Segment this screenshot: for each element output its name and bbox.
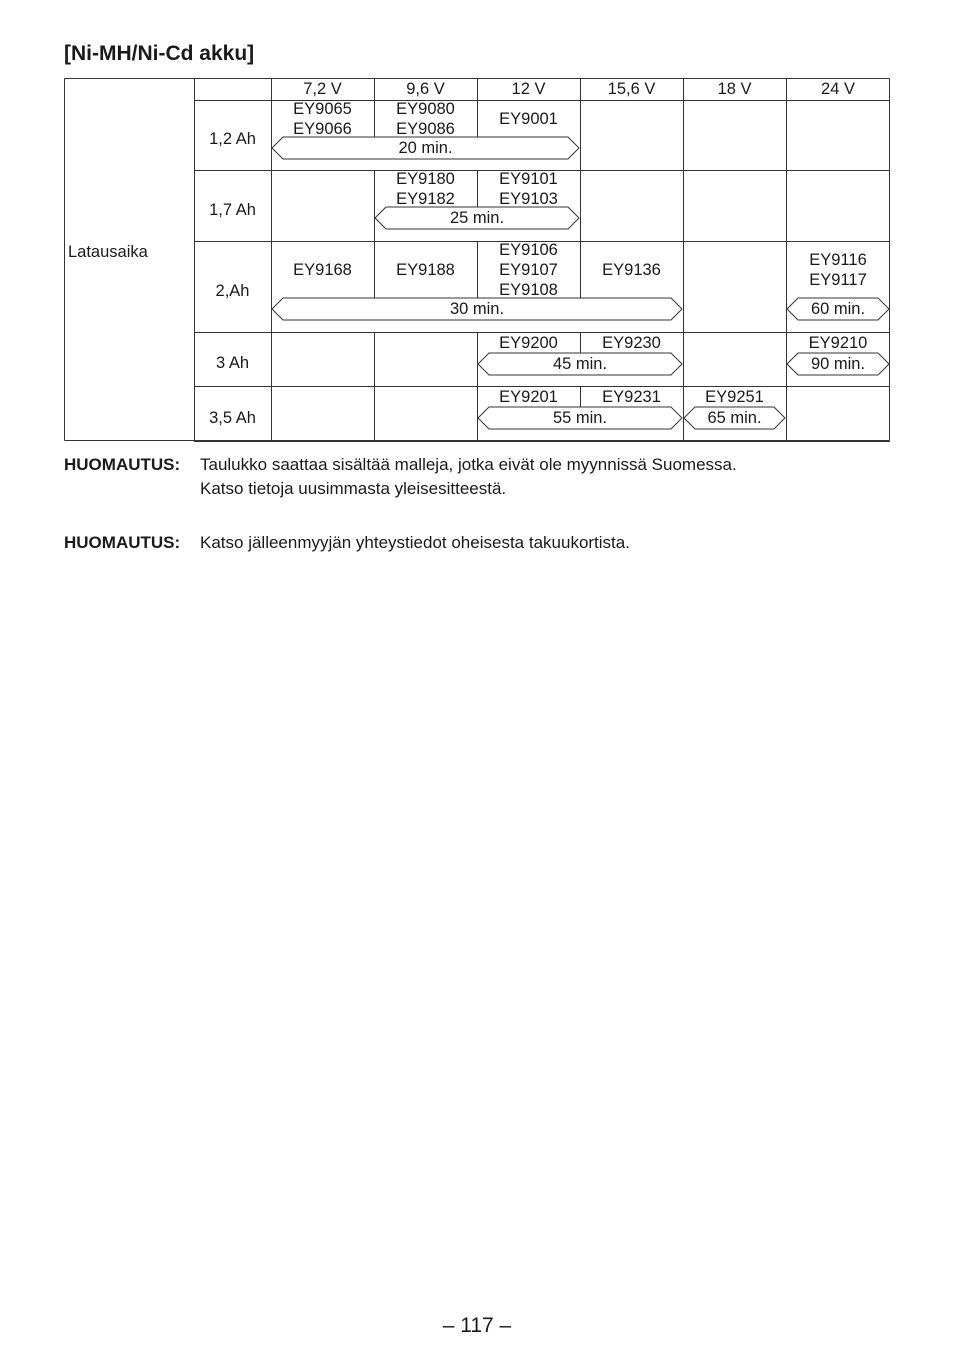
time-label — [786, 299, 890, 319]
model-cell-line: EY9251 — [705, 387, 764, 406]
note-2-line-1: Katso jälleenmyyjän yhteystiedot oheisesta takuukortista. — [200, 533, 630, 552]
capacity-label — [194, 129, 271, 149]
model-cell-line: EY9117 — [809, 270, 867, 289]
model-cell-line: EY9001 — [499, 109, 558, 128]
time-label — [271, 138, 580, 158]
model-cell — [477, 333, 580, 353]
voltage-header-line: 7,2 V — [303, 80, 342, 98]
model-cell — [271, 99, 374, 139]
voltage-header — [580, 79, 683, 99]
model-cell — [477, 387, 580, 407]
model-cell — [683, 387, 786, 407]
voltage-header-line: 9,6 V — [406, 80, 445, 98]
model-cell-line: EY9108 — [499, 280, 558, 299]
model-cell — [477, 169, 580, 209]
capacity-label — [194, 353, 271, 373]
time-label-line: 20 min. — [398, 139, 453, 157]
time-label — [271, 299, 683, 319]
model-cell-line: EY9066 — [293, 119, 352, 138]
model-cell — [374, 99, 477, 139]
capacity-label-line: 3,5 Ah — [209, 408, 256, 427]
model-cell-line: EY9101 — [499, 169, 558, 188]
note-2 — [64, 531, 630, 555]
time-label — [477, 354, 683, 374]
model-cell — [580, 333, 683, 353]
model-cell-line: EY9180 — [396, 169, 455, 188]
voltage-header — [477, 79, 580, 99]
note-2-label: HUOMAUTUS: — [64, 533, 181, 552]
model-cell — [786, 333, 890, 353]
model-cell-line: EY9106 — [499, 240, 558, 259]
time-label — [477, 408, 683, 428]
model-cell — [786, 250, 890, 290]
model-cell — [374, 169, 477, 209]
voltage-header-line: 15,6 V — [607, 80, 656, 98]
time-label-line: 30 min. — [449, 300, 505, 318]
time-label-line: 60 min. — [810, 300, 866, 318]
note-1-label: HUOMAUTUS: — [64, 455, 181, 474]
model-cell — [477, 240, 580, 300]
time-label — [683, 408, 786, 428]
model-cell-line: EY9231 — [602, 387, 661, 406]
voltage-header — [374, 79, 477, 99]
voltage-header — [786, 79, 890, 99]
model-cell-line: EY9168 — [293, 260, 352, 279]
model-cell-line: EY9201 — [499, 387, 558, 406]
model-cell-line: EY9065 — [293, 99, 352, 118]
section-title: [Ni-MH/Ni-Cd akku] — [64, 42, 255, 65]
time-label — [786, 354, 890, 374]
row-header-label: Latausaika — [68, 242, 148, 261]
model-cell-line: EY9116 — [809, 250, 867, 269]
capacity-label-line: 3 Ah — [215, 354, 250, 372]
model-cell-line: EY9136 — [602, 260, 661, 279]
capacity-label-line: 1,7 Ah — [209, 200, 256, 219]
model-cell-line: EY9107 — [499, 260, 558, 279]
model-cell — [271, 260, 374, 280]
model-cell — [374, 260, 477, 280]
model-cell-line: EY9182 — [396, 189, 455, 208]
time-label-line: 55 min. — [552, 409, 608, 427]
capacity-label-line: 2,Ah — [215, 281, 250, 300]
charging-time-table — [64, 78, 890, 441]
model-cell-line: EY9188 — [396, 260, 455, 279]
model-cell-line: EY9103 — [499, 189, 558, 208]
model-cell — [580, 387, 683, 407]
model-cell-line: EY9086 — [396, 119, 455, 138]
capacity-label — [194, 200, 271, 220]
voltage-header-line: 18 V — [717, 80, 752, 98]
note-1 — [64, 453, 737, 498]
voltage-header-line: 12 V — [511, 80, 546, 98]
time-label-line: 65 min. — [707, 409, 762, 427]
voltage-header — [271, 79, 374, 99]
note-1-line-2: Katso tietoja uusimmasta yleisesitteestä. — [200, 479, 507, 498]
time-label — [374, 208, 580, 228]
capacity-label — [194, 408, 271, 428]
time-label-line: 25 min. — [449, 209, 505, 227]
model-cell-line: EY9210 — [808, 333, 868, 352]
model-cell-line: EY9080 — [396, 99, 455, 118]
model-cell-line: EY9230 — [602, 333, 661, 352]
time-label-line: 45 min. — [552, 355, 608, 373]
voltage-header-line: 24 V — [821, 80, 855, 98]
model-cell — [580, 260, 683, 280]
time-label-line: 90 min. — [810, 355, 866, 373]
model-cell-line: EY9200 — [499, 333, 558, 352]
page-number: – 117 – — [442, 1314, 512, 1337]
capacity-label-line: 1,2 Ah — [209, 130, 256, 148]
voltage-header — [683, 79, 786, 99]
note-1-line-1: Taulukko saattaa sisältää malleja, jotka eivät ole myynnissä Suomessa. — [200, 455, 737, 474]
model-cell — [477, 109, 580, 129]
capacity-label — [194, 281, 271, 301]
